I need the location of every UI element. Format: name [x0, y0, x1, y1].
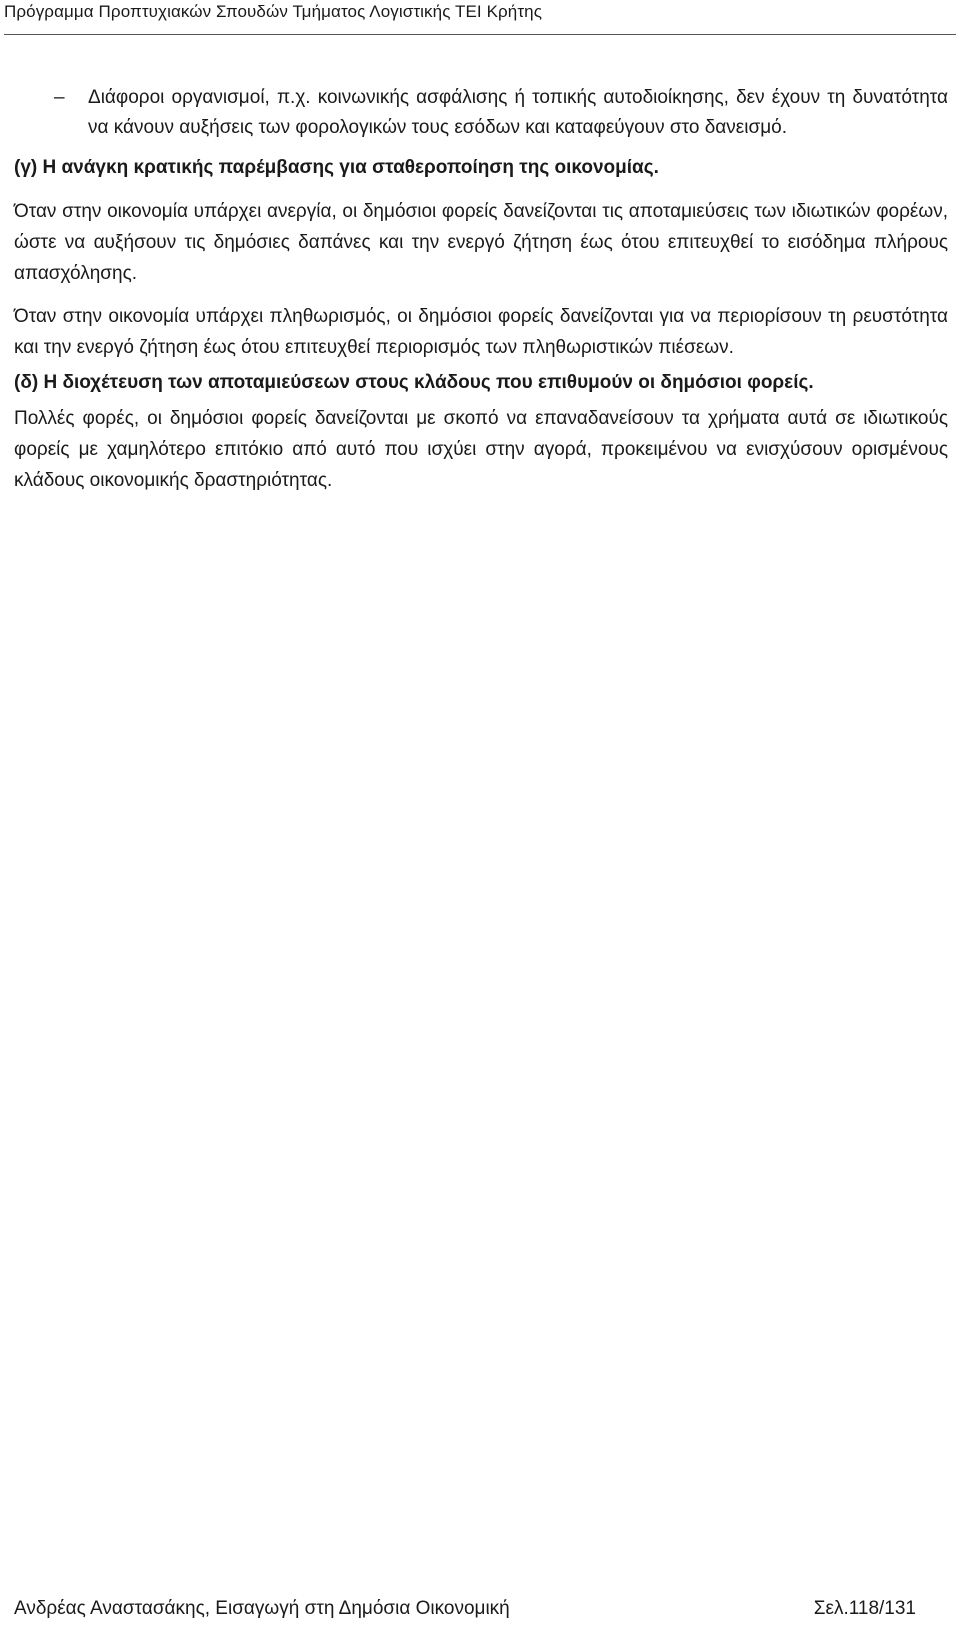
paragraph-inflation: Όταν στην οικονομία υπάρχει πληθωρισμός, οι δημόσιοι φορείς δανείζονται για να περιορίσουν τη ρευστότητα και την ενεργό ζήτηση έως ότου επιτευχθεί περιορισμός των πληθωριστικών πιέσεων.: [14, 306, 948, 358]
bullet-text: Διάφοροι οργανισμοί, π.χ. κοινωνικής ασφάλισης ή τοπικής αυτοδιοίκησης, δεν έχουν τη δυνατότητα να κάνουν αυξήσεις των φορολογικών τους εσόδων και καταφεύγουν στο δανεισμό.: [88, 87, 948, 138]
header-title: Πρόγραμμα Προπτυχιακών Σπουδών Τμήματος Λογιστικής ΤΕΙ Κρήτης: [4, 2, 542, 21]
footer-author-title: Ανδρέας Αναστασάκης, Εισαγωγή στη Δημόσια Οικονομική: [14, 1598, 510, 1619]
bullet-dash: –: [54, 87, 65, 108]
paragraph-relending: Πολλές φορές, οι δημόσιοι φορείς δανείζονται με σκοπό να επαναδανείσουν τα χρήματα αυτά σε ιδιωτικούς φορείς με χαμηλότερο επιτόκιο από αυτό που ισχύει στην αγορά, προκειμένου να ενισχύσουν ορισμένους κλάδους οικονομικής δραστηριότητας.: [14, 408, 948, 491]
footer-page-number: Σελ.118/131: [813, 1598, 916, 1619]
section-heading-delta: (δ) Η διοχέτευση των αποταμιεύσεων στους κλάδους που επιθυμούν οι δημόσιοι φορείς.: [14, 372, 814, 393]
paragraph-unemployment: Όταν στην οικονομία υπάρχει ανεργία, οι δημόσιοι φορείς δανείζονται τις αποταμιεύσεις των ιδιωτικών φορέων, ώστε να αυξήσουν τις δημόσιες δαπάνες και την ενεργό ζήτηση έως ότου επιτευχθεί το εισόδημα πλήρους απασχόλησης.: [14, 201, 948, 284]
page-footer: [14, 1598, 916, 1626]
document-body: [14, 83, 948, 496]
bullet-item: [14, 83, 948, 143]
page-header: [4, 0, 956, 35]
section-heading-gamma: (γ) Η ανάγκη κρατικής παρέμβασης για σταθεροποίηση της οικονομίας.: [14, 157, 659, 178]
